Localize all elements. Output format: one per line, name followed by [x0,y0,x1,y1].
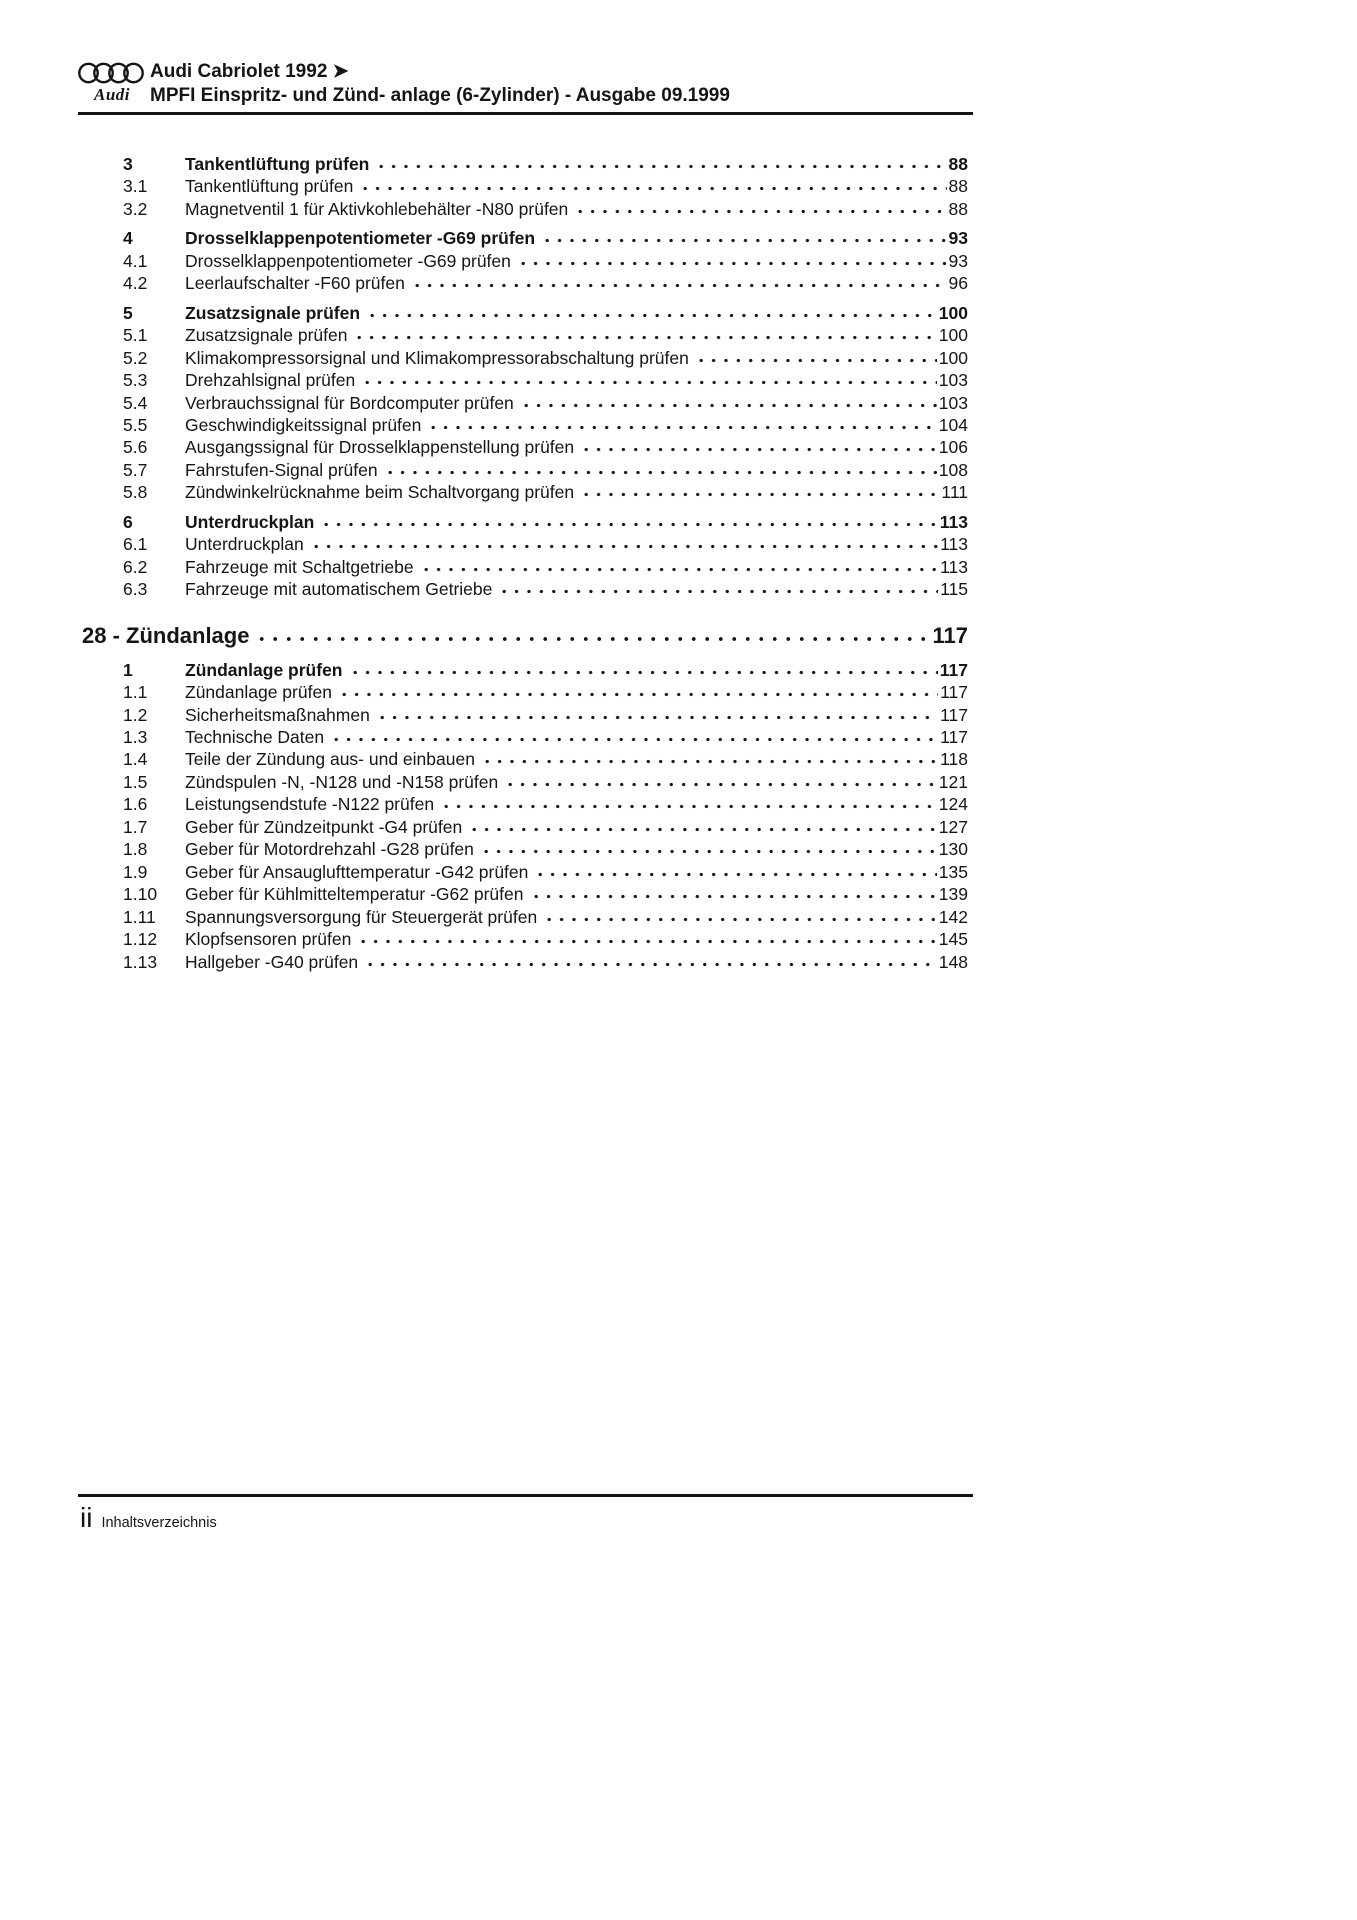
toc-entry-number: 1.7 [123,816,148,837]
toc-entry [123,392,968,414]
toc-entry-number: 1.3 [123,726,148,747]
header-text [150,60,973,108]
toc-entry-number: 1.4 [123,749,148,770]
dot-leader [543,911,937,923]
toc-entry-number: 1 [123,659,133,680]
toc-entry-title: Zusatzsignale prüfen [185,302,361,323]
toc-entry-title: Fahrzeuge mit automatischem Getriebe [185,579,493,600]
toc-entry-number: 4 [123,228,133,249]
toc-entry [123,578,968,600]
toc-entry-title: Zündspulen -N, -N128 und -N158 prüfen [185,771,499,792]
toc-entry-number: 5.5 [123,414,148,435]
toc-entry-title: Geber für Motordrehzahl -G28 prüfen [185,839,474,860]
toc-chapter-heading [82,622,968,650]
toc-entry-title: Geber für Zündzeitpunkt -G4 prüfen [185,816,463,837]
toc-entry-page: 145 [938,929,968,950]
toc-entry [123,272,968,294]
toc-entry-title: Teile der Zündung aus- und einbauen [185,749,475,770]
toc-entry-title: Leistungsendstufe -N122 prüfen [185,794,435,815]
toc-entry-page: 88 [948,154,968,174]
toc-entry-number: 5.3 [123,370,148,391]
dot-leader [574,203,946,215]
dot-leader [480,843,937,855]
toc-entry-page: 113 [940,534,968,555]
toc-entry-page: 108 [938,459,968,480]
audi-logo [78,62,146,104]
toc-entry-title: Leerlaufschalter -F60 prüfen [185,273,405,294]
toc-entry-page: 93 [948,228,968,249]
toc-entry-number: 6.1 [123,534,148,555]
toc-entry [123,951,968,973]
toc-entry [123,302,968,324]
header-model-line: Audi Cabriolet 1992 ➤ [150,61,349,82]
toc-entry [123,748,968,770]
toc-entry-page: 127 [938,816,968,837]
dot-leader [695,352,937,364]
toc-entry-number: 4.2 [123,273,148,294]
toc-entry-page: 113 [939,511,968,532]
toc-chapter-label: 28 - Zündanlage [82,622,250,648]
dot-leader [338,686,938,698]
toc-entry-number: 5 [123,302,133,323]
toc-entry-title: Zusatzsignale prüfen [185,325,348,346]
toc-entry-page: 100 [938,302,968,323]
toc-entry [123,771,968,793]
toc-entry-title: Drosselklappenpotentiometer -G69 prüfen [185,250,511,271]
header-subtitle-line: MPFI Einspritz- und Zünd- anlage (6-Zylinder) - Ausgabe 09.1999 [150,85,730,106]
dot-leader [353,329,936,341]
toc-entry-page: 139 [938,884,968,905]
toc-entry-title: Unterdruckplan [185,534,304,555]
toc-entry [123,324,968,346]
dot-leader [357,933,936,945]
toc-entry-page: 142 [938,906,968,927]
toc-entry [123,250,968,272]
dot-leader [411,277,947,289]
toc-entry-number: 1.10 [123,884,158,905]
toc-entry-title: Klimakompressorsignal und Klimakompressorabschaltung prüfen [185,347,689,368]
toc-entry-number: 5.4 [123,392,148,413]
toc-chapter-page: 117 [932,622,968,648]
page-footer [80,1502,217,1534]
toc-entry-number: 1.11 [123,906,156,927]
toc-entry [123,816,968,838]
toc-entry-page: 117 [940,704,968,725]
toc-entry-number: 1.8 [123,839,148,860]
toc-entry-page: 148 [938,951,968,972]
toc-entry-title: Zündanlage prüfen [185,682,332,703]
toc-entry [123,347,968,369]
toc-entry-page: 96 [948,273,968,294]
toc-entry-title: Geschwindigkeitssignal prüfen [185,414,422,435]
toc-entry-page: 117 [939,659,968,680]
dot-leader [580,441,937,453]
toc-entry [123,175,968,197]
toc-entry-page: 117 [940,682,968,703]
toc-entry-page: 103 [938,392,968,413]
toc-entry-number: 6 [123,511,133,532]
dot-leader [384,464,937,476]
toc-entry-number: 5.6 [123,437,148,458]
toc-entry-number: 5.1 [123,325,148,346]
toc-entry-page: 88 [948,198,968,219]
toc-entry-number: 1.13 [123,951,158,972]
toc-entry-title: Drosselklappenpotentiometer -G69 prüfen [185,228,536,249]
dot-leader [580,486,939,498]
toc-entry-title: Magnetventil 1 für Aktivkohlebehälter -N80 prüfen [185,198,569,219]
toc-entry [123,681,968,703]
toc-entry-page: 117 [940,726,968,747]
audi-rings-icon [78,62,144,84]
dot-leader [255,629,930,643]
toc-entry [123,481,968,503]
toc-entry-page: 93 [948,250,968,271]
toc-entry-page: 135 [938,861,968,882]
dot-leader [361,374,937,386]
toc-entry [123,369,968,391]
dot-leader [498,583,938,595]
dot-leader [330,731,938,743]
audi-logo-text: Audi [93,85,131,104]
toc-entry-title: Hallgeber -G40 prüfen [185,951,359,972]
toc-entry [123,704,968,726]
toc-entry-page: 124 [938,794,968,815]
dot-leader [517,255,947,267]
dot-leader [440,798,937,810]
dot-leader [481,753,938,765]
toc-entry [123,928,968,950]
toc-entry-title: Tankentlüftung prüfen [185,176,354,197]
toc-entry [123,838,968,860]
toc-entry-page: 106 [938,437,968,458]
dot-leader [310,538,938,550]
toc-entry [123,533,968,555]
dot-leader [468,821,937,833]
toc-entry [123,556,968,578]
dot-leader [541,232,946,244]
toc-entry [123,414,968,436]
toc-entry [123,861,968,883]
header-divider [78,112,973,115]
page-header [78,60,973,108]
toc-entry-title: Verbrauchssignal für Bordcomputer prüfen [185,392,514,413]
dot-leader [376,709,938,721]
dot-leader [504,776,937,788]
toc-entry-page: 100 [938,347,968,368]
toc-entry-title: Tankentlüftung prüfen [185,154,370,174]
footer-page-number: ii [80,1502,93,1533]
toc-entry-title: Fahrzeuge mit Schaltgetriebe [185,556,414,577]
dot-leader [364,956,937,968]
toc-entry [123,906,968,928]
toc-entry-title: Unterdruckplan [185,511,315,532]
toc-entry [123,883,968,905]
toc-entry-title: Drehzahlsignal prüfen [185,370,356,391]
table-of-contents [82,153,968,973]
toc-entry-number: 3.2 [123,198,148,219]
toc-entry [123,436,968,458]
toc-entry-number: 1.5 [123,771,148,792]
toc-entry-page: 113 [940,556,968,577]
toc-entry-title: Sicherheitsmaßnahmen [185,704,370,725]
toc-entry-number: 4.1 [123,250,148,271]
toc-entry [123,459,968,481]
toc-entry [123,726,968,748]
toc-entry-number: 6.2 [123,556,148,577]
toc-entry-title: Zündanlage prüfen [185,659,343,680]
footer-divider [78,1494,973,1497]
dot-leader [420,561,939,573]
toc-entry-title: Fahrstufen-Signal prüfen [185,459,378,480]
toc-entry-number: 1.6 [123,794,148,815]
dot-leader [534,866,936,878]
toc-entry-page: 115 [940,579,968,600]
toc-entry-number: 3.1 [123,176,148,197]
toc-entry-title: Ausgangssignal für Drosselklappenstellung prüfen [185,437,575,458]
toc-entry-page: 111 [941,482,968,503]
toc-entry-number: 5.8 [123,482,148,503]
toc-entry-title: Zündwinkelrücknahme beim Schaltvorgang prüfen [185,482,575,503]
toc-entry-title: Geber für Ansauglufttemperatur -G42 prüfen [185,861,529,882]
toc-entry-page: 130 [938,839,968,860]
toc-entry-page: 121 [938,771,968,792]
dot-leader [520,397,937,409]
toc-entry-number: 5.2 [123,347,148,368]
toc-entry-number: 5.7 [123,459,148,480]
toc-entry-page: 103 [938,370,968,391]
toc-entry [123,793,968,815]
dot-leader [530,888,937,900]
toc-entry-number: 3 [123,154,133,174]
toc-entry [123,511,968,533]
footer-label: Inhaltsverzeichnis [101,1515,217,1531]
toc-entry [123,227,968,249]
toc-entry [123,198,968,220]
dot-leader [366,307,937,319]
toc-entry-page: 100 [938,325,968,346]
dot-leader [320,516,937,528]
dot-leader [427,419,936,431]
toc-entry-page: 88 [948,176,968,197]
toc-entry-number: 1.1 [123,682,148,703]
toc-entry-page: 118 [940,749,968,770]
toc-entry [123,153,968,175]
toc-entry-title: Technische Daten [185,726,325,747]
toc-entry-page: 104 [938,414,968,435]
dot-leader [349,664,938,676]
toc-entry-number: 6.3 [123,579,148,600]
toc-entry-title: Geber für Kühlmitteltemperatur -G62 prüfen [185,884,524,905]
dot-leader [375,158,946,170]
toc-entry-number: 1.9 [123,861,148,882]
toc-entry-number: 1.2 [123,704,148,725]
dot-leader [359,180,946,192]
toc-entry-title: Spannungsversorgung für Steuergerät prüfen [185,906,538,927]
toc-entry [123,659,968,681]
toc-entry-number: 1.12 [123,929,158,950]
toc-entry-title: Klopfsensoren prüfen [185,929,352,950]
